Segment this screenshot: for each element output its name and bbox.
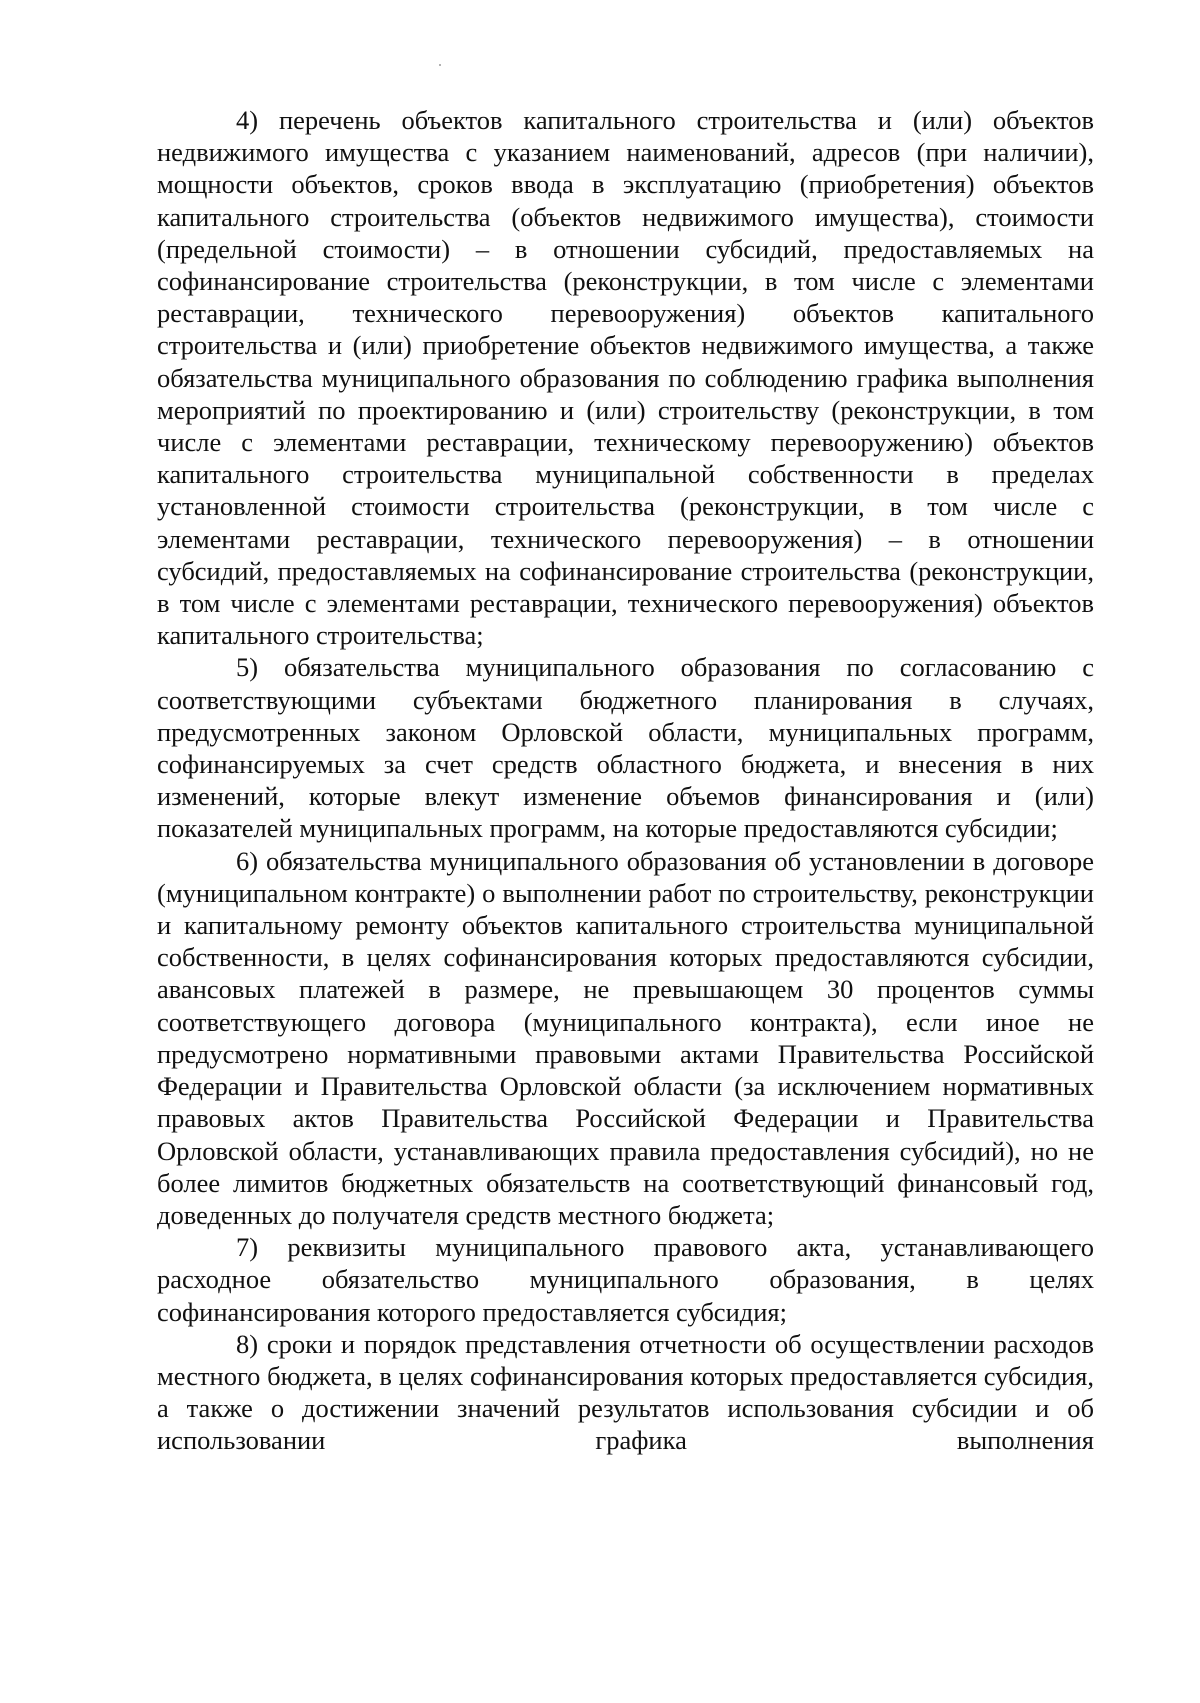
paragraph-item-8: 8) сроки и порядок представления отчетности об осуществлении расходов местного бюджета, в целях софинансирования которых предоставляется субсидия, а также о достижении значений результатов использования субсидии и об использовании графика выполнения (157, 1328, 1094, 1456)
paragraph-item-6: 6) обязательства муниципального образования об установлении в договоре (муниципальном контракте) о выполнении работ по строительству, реконструкции и капитальному ремонту объектов капитального строительства муниципальной собственности, в целях софинансирования которых предоставляются субсидии, авансовых платежей в размере, не превышающем 30 процентов суммы соответствующего договора (муниципального контракта), если иное не предусмотрено нормативными правовыми актами Правительства Российской Федерации и Правительства Орловской области (за исключением нормативных правовых актов Правительства Российской Федерации и Правительства Орловской области, устанавливающих правила предоставления субсидий), но не более лимитов бюджетных обязательств на соответствующий финансовый год, доведенных до получателя средств местного бюджета; (157, 845, 1094, 1230)
document-body (157, 104, 1094, 1457)
paragraph-item-4: 4) перечень объектов капитального строительства и (или) объектов недвижимого имущества с указанием наименований, адресов (при наличии), мощности объектов, сроков ввода в эксплуатацию (приобретения) объектов капитального строительства (объектов недвижимого имущества), стоимости (предельной стоимости) – в отношении субсидий, предоставляемых на софинансирование строительства (реконструкции, в том числе с элементами реставрации, технического перевооружения) объектов капитального строительства и (или) приобретение объектов недвижимого имущества, а также обязательства муниципального образования по соблюдению графика выполнения мероприятий по проектированию и (или) строительству (реконструкции, в том числе с элементами реставрации, техническому перевооружению) объектов капитального строительства муниципальной собственности в пределах установленной стоимости строительства (реконструкции, в том числе с элементами реставрации, технического перевооружения) – в отношении субсидий, предоставляемых на софинансирование строительства (реконструкции, в том числе с элементами реставрации, технического перевооружения) объектов капитального строительства; (157, 105, 1094, 651)
scan-speck (439, 64, 441, 66)
paragraph-item-5: 5) обязательства муниципального образования по согласованию с соответствующими субъектами бюджетного планирования в случаях, предусмотренных законом Орловской области, муниципальных программ, софинансируемых за счет средств областного бюджета, и внесения в них изменений, которые влекут изменение объемов финансирования и (или) показателей муниципальных программ, на которые предоставляются субсидии; (157, 652, 1094, 844)
paragraph-item-7: 7) реквизиты муниципального правового акта, устанавливающего расходное обязательство муниципального образования, в целях софинансирования которого предоставляется субсидия; (157, 1232, 1094, 1327)
